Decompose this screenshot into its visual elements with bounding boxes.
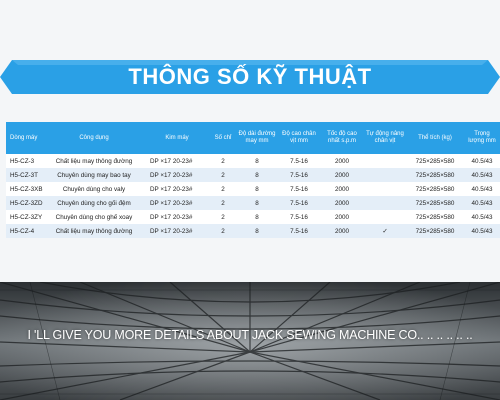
cell-stitch-length: 8 <box>236 154 278 168</box>
header-presser-height: Độ cao chân vịt mm <box>278 122 320 154</box>
cell-model: H5-CZ-3XB <box>6 182 44 196</box>
cell-dimensions: 725×285×580 <box>406 168 464 182</box>
cell-weight: 40.5/43 <box>464 210 500 224</box>
table-row <box>6 210 500 224</box>
cell-stitch-length: 8 <box>236 224 278 238</box>
header-dimensions: Thể tích (kg) <box>406 122 464 154</box>
table-row <box>6 154 500 168</box>
table-row <box>6 224 500 238</box>
header-auto-lift: Tự động nâng chân vịt <box>364 122 406 154</box>
cell-max-speed: 2000 <box>320 154 364 168</box>
cell-presser-height: 7.5-16 <box>278 168 320 182</box>
cell-dimensions: 725×285×580 <box>406 224 464 238</box>
header-model: Dòng máy <box>6 122 44 154</box>
cell-model: H5-CZ-3ZD <box>6 196 44 210</box>
cell-stitch-length: 8 <box>236 168 278 182</box>
check-icon: ✓ <box>364 224 406 238</box>
cell-use: Chuyên dùng may bao tay <box>44 168 144 182</box>
cell-use: Chuyên dùng cho gối đệm <box>44 196 144 210</box>
header-needles-count: Số chỉ <box>210 122 236 154</box>
cell-max-speed: 2000 <box>320 224 364 238</box>
cell-weight: 40.5/43 <box>464 196 500 210</box>
table-row <box>6 168 500 182</box>
cell-use: Chuyên dùng cho ghế xoay <box>44 210 144 224</box>
cell-presser-height: 7.5-16 <box>278 196 320 210</box>
cell-needles-count: 2 <box>210 196 236 210</box>
cell-presser-height: 7.5-16 <box>278 210 320 224</box>
cell-needle: DP ×17 20-23# <box>144 182 210 196</box>
cell-auto-lift <box>364 168 406 182</box>
cell-weight: 40.5/43 <box>464 224 500 238</box>
cell-max-speed: 2000 <box>320 210 364 224</box>
header-weight: Trọng lượng mm <box>464 122 500 154</box>
cell-max-speed: 2000 <box>320 196 364 210</box>
cell-needles-count: 2 <box>210 224 236 238</box>
cell-needle: DP ×17 20-23# <box>144 168 210 182</box>
spec-table <box>6 122 500 238</box>
cell-model: H5-CZ-3 <box>6 154 44 168</box>
cell-needles-count: 2 <box>210 168 236 182</box>
cell-dimensions: 725×285×580 <box>406 154 464 168</box>
table-row <box>6 196 500 210</box>
cell-max-speed: 2000 <box>320 182 364 196</box>
cell-needles-count: 2 <box>210 154 236 168</box>
header-max-speed: Tốc độ cao nhất s.p.m <box>320 122 364 154</box>
cell-max-speed: 2000 <box>320 168 364 182</box>
cell-stitch-length: 8 <box>236 196 278 210</box>
cell-dimensions: 725×285×580 <box>406 196 464 210</box>
cell-weight: 40.5/43 <box>464 168 500 182</box>
table-header-row <box>6 122 500 154</box>
cell-weight: 40.5/43 <box>464 182 500 196</box>
cell-presser-height: 7.5-16 <box>278 182 320 196</box>
cell-auto-lift <box>364 210 406 224</box>
cell-needle: DP ×17 20-23# <box>144 154 210 168</box>
cell-model: H5-CZ-3T <box>6 168 44 182</box>
footer-caption: I 'LL GIVE YOU MORE DETAILS ABOUT JACK SEWING MACHINE CO.. .. .. .. .. .. <box>27 328 473 342</box>
cell-needle: DP ×17 20-23# <box>144 196 210 210</box>
cell-needles-count: 2 <box>210 210 236 224</box>
cell-needles-count: 2 <box>210 182 236 196</box>
cell-use: Chất liệu may thông đường <box>44 224 144 238</box>
cell-needle: DP ×17 20-23# <box>144 210 210 224</box>
cell-model: H5-CZ-4 <box>6 224 44 238</box>
table-row <box>6 182 500 196</box>
cell-use: Chất liệu may thông đường <box>44 154 144 168</box>
cell-dimensions: 725×285×580 <box>406 210 464 224</box>
header-use: Công dụng <box>44 122 144 154</box>
cell-needle: DP ×17 20-23# <box>144 224 210 238</box>
title-banner <box>0 56 500 98</box>
cell-auto-lift <box>364 182 406 196</box>
cell-auto-lift <box>364 154 406 168</box>
cell-presser-height: 7.5-16 <box>278 154 320 168</box>
cell-model: H5-CZ-3ZY <box>6 210 44 224</box>
cell-stitch-length: 8 <box>236 210 278 224</box>
cell-stitch-length: 8 <box>236 182 278 196</box>
header-needle: Kim máy <box>144 122 210 154</box>
cell-weight: 40.5/43 <box>464 154 500 168</box>
cell-dimensions: 725×285×580 <box>406 182 464 196</box>
cell-presser-height: 7.5-16 <box>278 224 320 238</box>
header-stitch-length: Độ dài đường may mm <box>236 122 278 154</box>
banner-title: THÔNG SỐ KỸ THUẬT <box>128 64 372 89</box>
cell-auto-lift <box>364 196 406 210</box>
cell-use: Chuyên dùng cho valy <box>44 182 144 196</box>
factory-banner <box>0 282 500 400</box>
